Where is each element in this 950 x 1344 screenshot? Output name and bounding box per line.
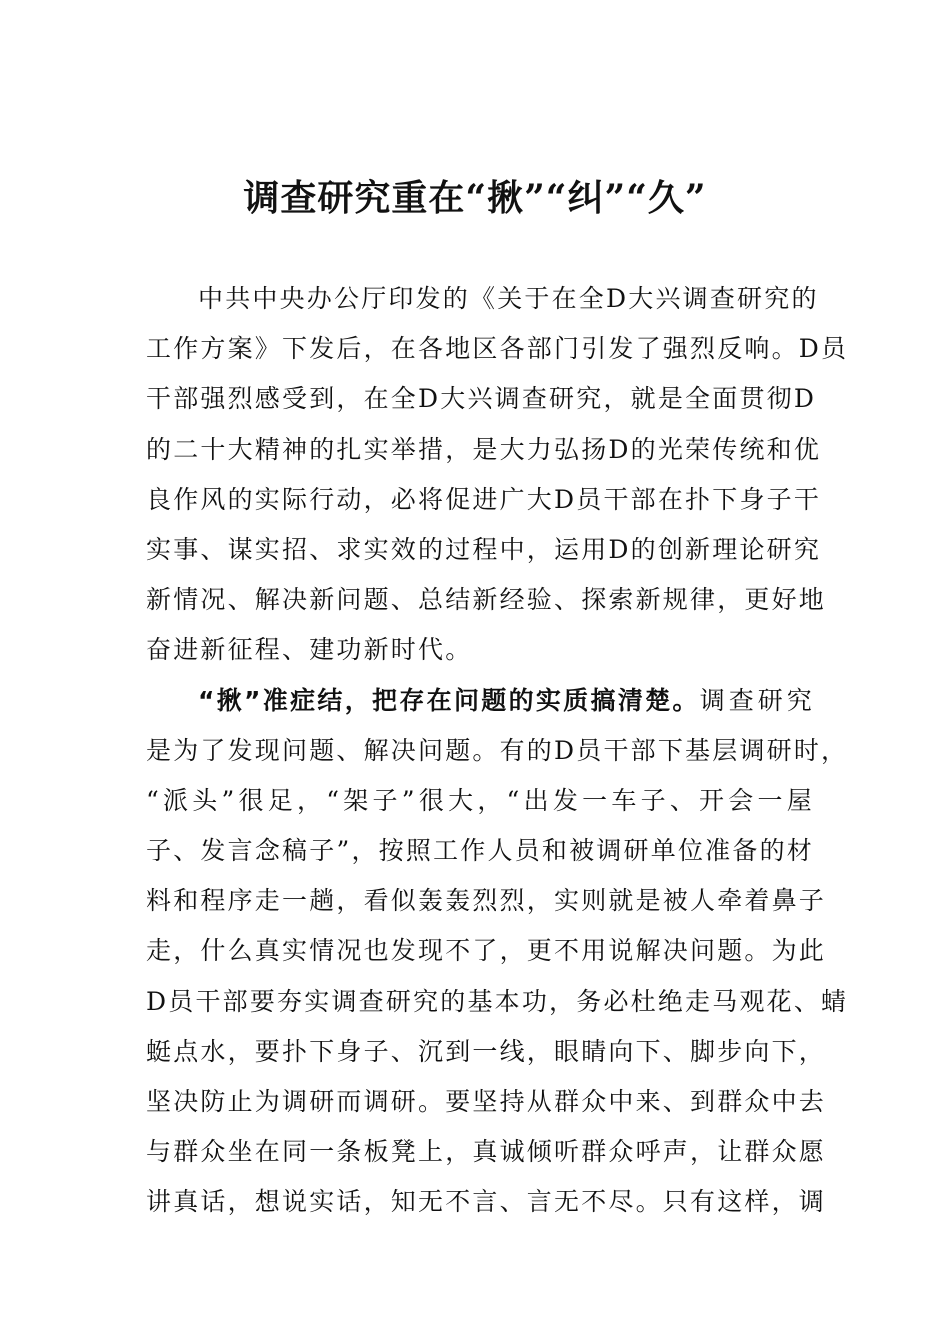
text-line: 讲真话，想说实话，知无不言、言无不尽。只有这样，调 [146, 1187, 827, 1217]
text-line [146, 676, 814, 726]
text-line: 料和程序走一趟，看似轰轰烈烈，实则就是被人牵着鼻子 [146, 886, 827, 916]
text-line: 新情况、解决新问题、总结新经验、探索新规律，更好地 [146, 585, 827, 615]
text-line: 蜓点水，要扑下身子、沉到一线，眼睛向下、脚步向下， [146, 1036, 827, 1066]
text-line: 奋进新征程、建功新时代。 [146, 635, 473, 665]
text-line: “派头”很足，“架子”很大，“出发一车子、开会一屋 [146, 785, 814, 815]
text-line: 子、发言念稿子”，按照工作人员和被调研单位准备的材 [146, 836, 814, 866]
page-title: 调查研究重在“揪”“纠”“久” [243, 177, 707, 219]
article-body [146, 274, 849, 1228]
text-line: D员干部要夯实调查研究的基本功，务必杜绝走马观花、蜻 [146, 986, 849, 1016]
text-line: 走，什么真实情况也发现不了，更不用说解决问题。为此 [146, 936, 827, 966]
text-line: 工作方案》下发后，在各地区各部门引发了强烈反响。D员 [146, 334, 849, 364]
text-line: 干部强烈感受到，在全D大兴调查研究，就是全面贯彻D [146, 384, 817, 414]
text-line: 实事、谋实招、求实效的过程中，运用D的创新理论研究 [146, 534, 822, 564]
text-line: 中共中央办公厅印发的《关于在全D大兴调查研究的 [198, 284, 819, 313]
paragraph-2 [146, 676, 849, 1228]
text-line: 与群众坐在同一条板凳上，真诚倾听群众呼声，让群众愿 [146, 1137, 827, 1167]
text-span: 调查研究 [699, 685, 814, 715]
text-line: 坚决防止为调研而调研。要坚持从群众中来、到群众中去 [146, 1087, 827, 1116]
paragraph-lead-heading: “揪”准症结，把存在问题的实质搞清楚。 [198, 685, 700, 715]
paragraph-1 [146, 274, 849, 676]
text-line: 的二十大精神的扎实举措，是大力弘扬D的光荣传统和优 [146, 434, 822, 464]
text-line: 是为了发现问题、解决问题。有的D员干部下基层调研时， [146, 735, 849, 765]
text-line: 良作风的实际行动，必将促进广大D员干部在扑下身子干 [146, 484, 822, 514]
